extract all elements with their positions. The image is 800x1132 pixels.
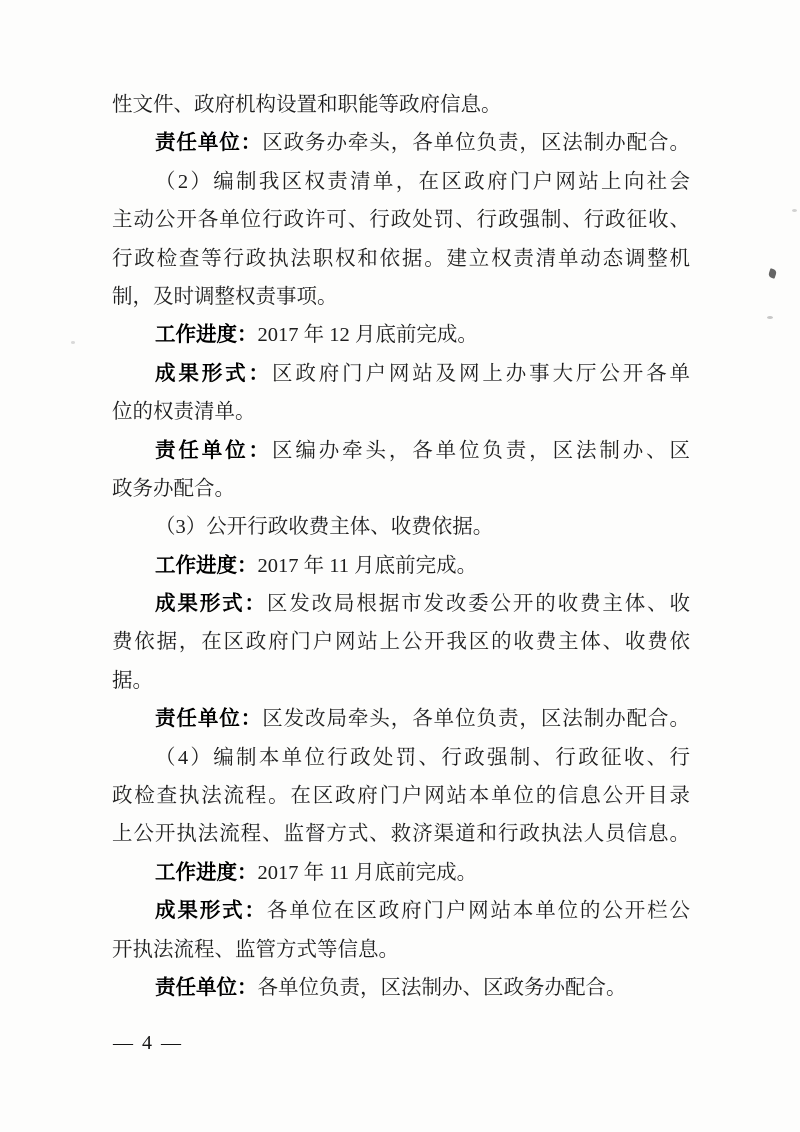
text-line: 责任单位：区发改局牵头，各单位负责，区法制办配合。 bbox=[155, 708, 690, 731]
text-line: 责任单位：区政务办牵头，各单位负责，区法制办配合。 bbox=[155, 132, 690, 155]
text-line: 责任单位：各单位负责，区法制办、区政务办配合。 bbox=[155, 976, 627, 999]
text-line: 工作进度：2017 年 12 月底前完成。 bbox=[155, 324, 478, 347]
field-label: 工作进度： bbox=[155, 554, 258, 577]
page-number: — 4 — bbox=[113, 1032, 183, 1054]
scan-speck bbox=[792, 209, 797, 212]
field-label: 工作进度： bbox=[155, 861, 258, 884]
scan-speck bbox=[768, 268, 777, 279]
text-line: 据。 bbox=[112, 669, 153, 692]
text-line: 上公开执法流程、监督方式、救济渠道和行政执法人员信息。 bbox=[112, 823, 690, 846]
text-line: 成果形式：各单位在区政府门户网站本单位的公开栏公 bbox=[155, 900, 691, 923]
scan-speck bbox=[71, 341, 75, 344]
field-label: 成果形式： bbox=[155, 362, 272, 385]
text-line: 成果形式：区发改局根据市发改委公开的收费主体、收 bbox=[155, 593, 691, 616]
text-line: （2）编制我区权责清单，在区政府门户网站上向社会 bbox=[155, 170, 690, 193]
document-body bbox=[112, 86, 690, 1007]
field-label: 责任单位： bbox=[155, 439, 272, 462]
field-label: 成果形式： bbox=[155, 900, 267, 923]
text-line: （4）编制本单位行政处罚、行政强制、行政征收、行 bbox=[155, 746, 690, 769]
text-line: 政检查执法流程。在区政府门户网站本单位的信息公开目录 bbox=[112, 785, 690, 808]
field-label: 责任单位： bbox=[155, 132, 263, 155]
field-label: 工作进度： bbox=[155, 324, 258, 347]
text-line: 责任单位：区编办牵头，各单位负责，区法制办、区 bbox=[155, 439, 691, 462]
field-label: 责任单位： bbox=[155, 976, 258, 999]
text-line: （3）公开行政收费主体、收费依据。 bbox=[155, 516, 494, 539]
text-line: 开执法流程、监管方式等信息。 bbox=[112, 938, 399, 961]
text-line: 政务办配合。 bbox=[112, 477, 235, 500]
text-line: 工作进度：2017 年 11 月底前完成。 bbox=[155, 861, 478, 884]
field-label: 成果形式： bbox=[155, 593, 267, 616]
text-line: 主动公开各单位行政许可、行政处罚、行政强制、行政征收、 bbox=[112, 209, 690, 232]
field-label: 责任单位： bbox=[155, 708, 263, 731]
text-line: 工作进度：2017 年 11 月底前完成。 bbox=[155, 554, 478, 577]
text-line: 行政检查等行政执法职权和依据。建立权责清单动态调整机 bbox=[112, 247, 690, 270]
text-line: 费依据，在区政府门户网站上公开我区的收费主体、收费依 bbox=[112, 631, 690, 654]
text-line: 制，及时调整权责事项。 bbox=[112, 285, 338, 308]
text-line: 位的权责清单。 bbox=[112, 401, 256, 424]
text-line: 性文件、政府机构设置和职能等政府信息。 bbox=[112, 94, 502, 116]
text-line: 成果形式：区政府门户网站及网上办事大厅公开各单 bbox=[155, 362, 691, 385]
scan-speck bbox=[767, 316, 773, 319]
